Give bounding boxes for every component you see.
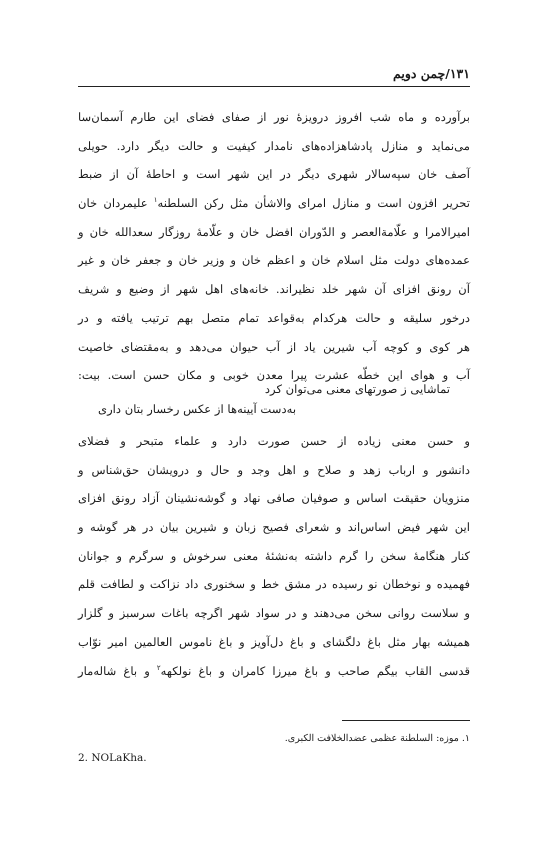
footnote-2: 2. NOLaKha.	[78, 752, 147, 764]
text-line: آب و هوای این خطّه عشرت پیرا معدن خوبی و مکان حسن است. بیت:	[78, 368, 470, 383]
text-line: عمده‌های دولت مثل اسلام خان و اعظم خان و وزیر خان و جعفر خان و غیر	[78, 253, 470, 268]
text-line: کنار هنگامهٔ سخن را گرم داشته به‌نشئهٔ معنی سرخوش و سرگرم و جوانان	[78, 548, 470, 563]
header-divider	[78, 86, 470, 87]
text-line-with-footnote	[78, 189, 470, 218]
footnote-divider	[342, 720, 470, 721]
text-line-with-footnote	[78, 657, 470, 686]
text-line: آن رونق افزای آن شهر خلد نظیراند. خانه‌های اهل شهر از وضیع و شریف	[78, 282, 470, 297]
footnote-1: ۱. موزه: السلطنة عظمی عضدالخلافت الکبری.	[284, 733, 470, 744]
footnote-marker-1: ۱	[153, 196, 158, 205]
text-line: درخور سلیقه و حالت هرکدام به‌قواعد تمام متصل بهم ترتیب یافته و در	[78, 310, 470, 325]
text-line: دانشور و ارباب زهد و صلاح و اهل وجد و حال و درویشان حق‌شناس و	[78, 462, 470, 477]
text-line: برآورده و ماه شب افروز درویزهٔ نور از صفای فضای این طارم آسمان‌سا	[78, 110, 470, 124]
verse-line-2: به‌دست آیینه‌ها از عکس رخسار بتان داری	[98, 402, 297, 416]
text-line: می‌نماید و منازل پادشاهزاده‌های نامدار کیفیت و حالت دیگر دارد. حویلی	[78, 138, 470, 153]
text-line: منزویان حقیقت اساس و صوفیان صافی نهاد و گوشه‌نشینان آزاد رونق افزای	[78, 491, 470, 506]
text-line: هر کوی و کوچه آب شیرین یاد از آب حیوان می‌دهد و به‌مقتضای خاصیت	[78, 339, 470, 354]
paragraph-2	[78, 427, 470, 685]
page-header: ۱۳۱/چمن دویم	[393, 66, 470, 81]
text-line: فهمیده و نوخطان نو رسیده در مشق خط و سخنوری داد نزاکت و لطافت قلم	[78, 577, 470, 592]
text-line: امیرالامرا و علّامةالعصر و الدّوران افضل خان و علّامهٔ روزگار سعدالله خان و	[78, 224, 470, 239]
paragraph-1	[78, 103, 470, 390]
text-line-tail: و باغ شاله‌مار	[78, 663, 157, 678]
text-line-part: قدسی القاب بیگم صاحب و باغ میرزا کامران و باغ نولکهه	[160, 663, 470, 678]
footnote-marker-2: ۲	[156, 663, 161, 672]
text-line-part: تحریر افزون است و منازل امرای والاشأن مثل رکن السلطنه	[157, 196, 471, 211]
verse-line-1: تماشایی ز صورتهای معنی می‌توان کرد	[264, 382, 450, 396]
text-line: و سلاست روانی سخن می‌دهند و در سواد شهر اگرچه باغات سرسبز و گلزار	[78, 606, 470, 621]
text-line: همیشه بهار مثل باغ دلگشای و باغ دل‌آویز و باغ ناموس العالمین امیر نوّاب	[78, 634, 470, 649]
text-line: و حسن معنی زیاده از حسن صورت دارد و علماء متبحر و فضلای	[78, 434, 470, 448]
text-line: آصف خان سپه‌سالار شهری دیگر در این شهر است و احاطهٔ آن از ضبط	[78, 167, 470, 182]
text-line: این شهر فیض اساس‌اند و شعرای فصیح زبان و شیرین بیان در هر گوشه و	[78, 520, 470, 535]
text-line-tail: علیمردان خان	[78, 196, 154, 211]
